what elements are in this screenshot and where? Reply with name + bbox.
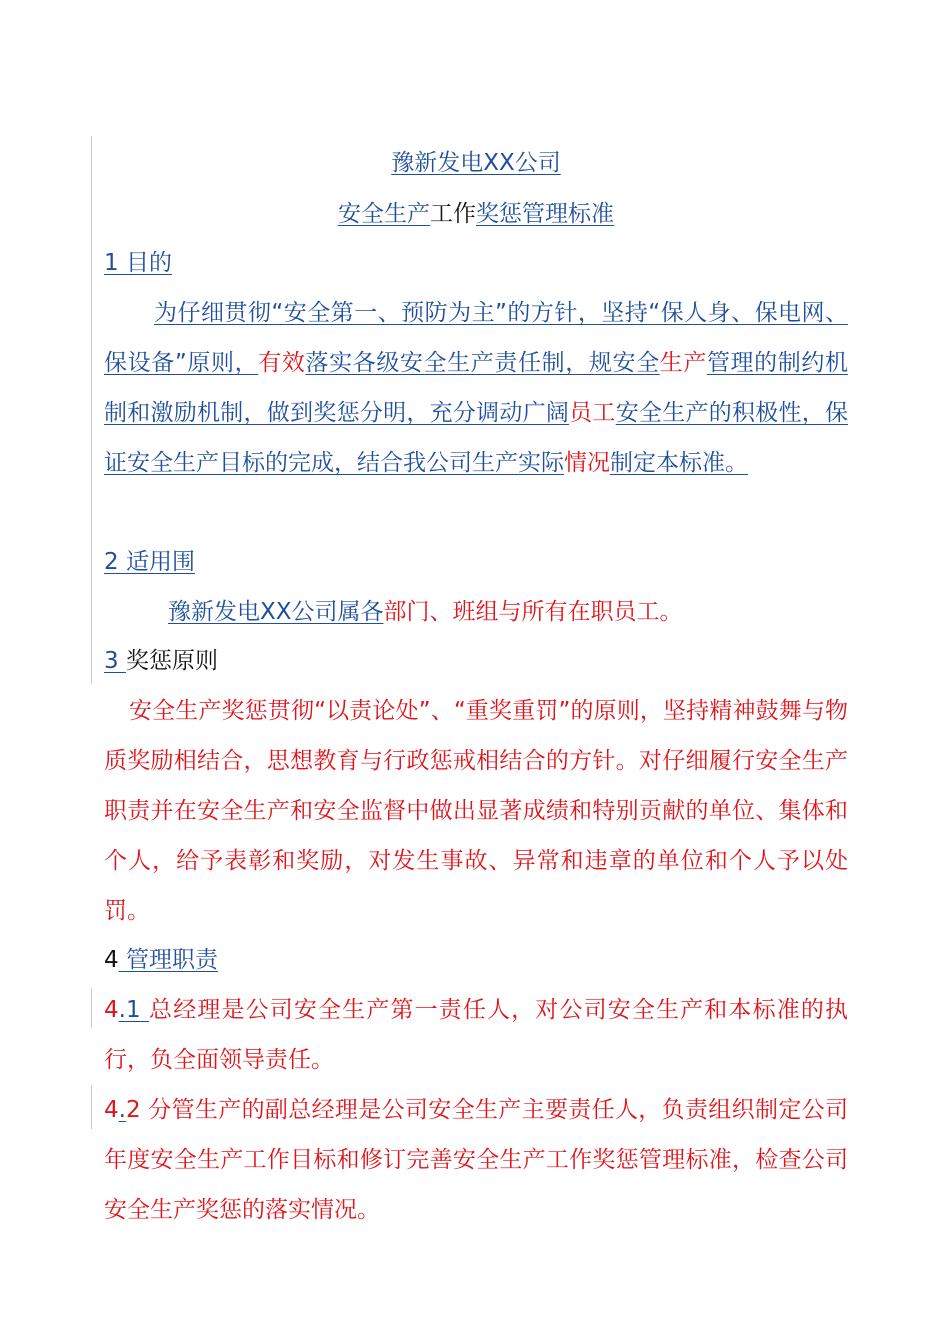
section-4-heading-text: 管理职责 [118, 947, 218, 973]
subtitle-part-c: 奖惩管理标准 [476, 201, 614, 227]
s1-text-red-d: 情况 [564, 450, 610, 476]
s1-text-red-b: 生产 [659, 350, 707, 376]
item-4-1 [104, 985, 848, 1085]
s1-text-b: 落实各级安全生产责任制，规安全 [305, 350, 660, 376]
document-subtitle [104, 189, 848, 239]
section-2-paragraph [104, 587, 848, 637]
margin-marker-line [91, 988, 92, 1028]
section-2-heading [104, 537, 848, 587]
item-4-2-number-b: . [118, 1097, 126, 1123]
title-text: 豫新发电XX公司 [391, 150, 561, 176]
section-1-heading-text: 1 目的 [104, 250, 172, 276]
item-4-2-number-c: 2 [125, 1097, 149, 1123]
s1-text-d: 安全生产的积极性，保证安全生产目标的完成，结合我公司生产实际 [104, 400, 849, 476]
s2-text-red: 部门、班组与所有在职员工。 [383, 599, 683, 625]
section-1-heading [104, 238, 848, 288]
s1-text-e: 制定本标准。 [610, 450, 748, 476]
s1-text-c: 管理的制约机制和激励机制，做到奖惩分明，充分调动广阔 [104, 350, 849, 426]
s1-text-a: 为仔细贯彻“安全第一、预防为主”的方针，坚持“保人身、保电网、保设备”原则， [104, 300, 848, 376]
section-4-heading-number: 4 [104, 947, 119, 973]
section-4-heading [104, 935, 848, 985]
item-4-2-number-a: 4 [104, 1097, 119, 1123]
item-4-2 [104, 1085, 848, 1235]
section-3-heading-text: 奖惩原则 [125, 648, 218, 674]
section-3-heading [104, 636, 848, 686]
section-1-paragraph [104, 288, 848, 488]
item-4-1-text: 总经理是公司安全生产第一责任人，对公司安全生产和本标准的执行，负全面领导责任。 [104, 997, 848, 1073]
margin-marker-line [91, 136, 92, 684]
s1-text-red-a: 有效 [258, 350, 306, 376]
item-4-1-number-b: .1 [118, 997, 150, 1023]
item-4-1-number-a: 4 [104, 997, 119, 1023]
section-2-heading-text: 2 适用围 [104, 549, 195, 575]
s1-text-red-c: 员工 [569, 400, 616, 426]
document-title [104, 138, 848, 188]
section-3-paragraph: 安全生产奖惩贯彻“以责论处”、“重奖重罚”的原则，坚持精神鼓舞与物质奖励相结合，思想教育与行政惩戒相结合的方针。对仔细履行安全生产职责并在安全生产和安全监督中做出显著成绩和特别贡献的单位、集体和个人，给予表彰和奖励，对发生事故、异常和违章的单位和个人予以处罚。 [104, 698, 848, 924]
margin-marker-line [91, 1085, 92, 1129]
subtitle-part-a: 安全生产 [338, 201, 430, 227]
item-4-2-text: 分管生产的副总经理是公司安全生产主要责任人，负责组织制定公司年度安全生产工作目标和修订完善安全生产工作奖惩管理标准，检查公司安全生产奖惩的落实情况。 [104, 1097, 848, 1223]
subtitle-part-b: 工作 [430, 201, 476, 227]
section-3-heading-number: 3 [104, 648, 126, 674]
s2-text-blue: 豫新发电XX公司属各 [168, 599, 384, 625]
